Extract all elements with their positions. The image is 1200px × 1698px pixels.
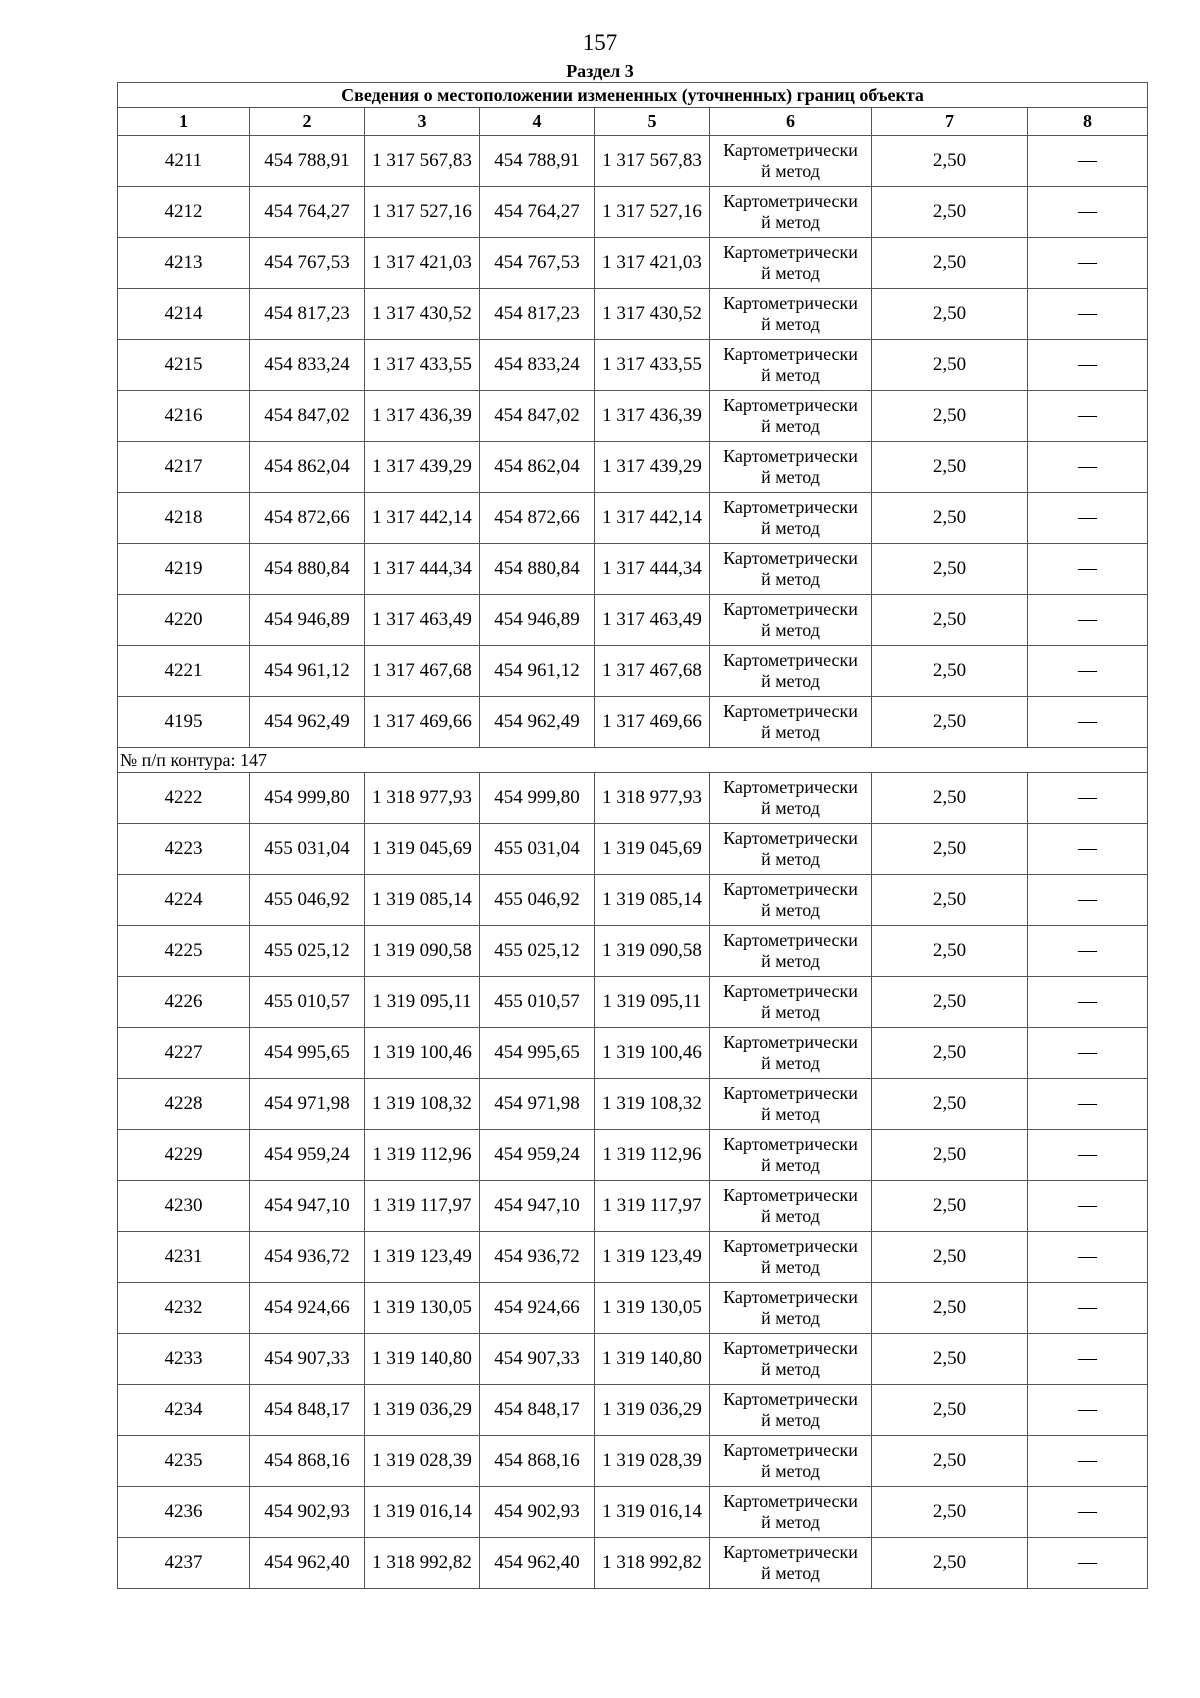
y-new-cell: 1 317 442,14 xyxy=(595,493,710,544)
accuracy-cell: 2,50 xyxy=(872,1436,1028,1487)
y-old-cell: 1 319 016,14 xyxy=(365,1487,480,1538)
column-number-8: 8 xyxy=(1028,108,1148,136)
method-cell: Картометрически й метод xyxy=(710,1079,872,1130)
y-old-cell: 1 317 421,03 xyxy=(365,238,480,289)
x-new-cell: 454 817,23 xyxy=(480,289,595,340)
table-row xyxy=(118,391,1148,442)
column-number-3: 3 xyxy=(365,108,480,136)
y-new-cell: 1 319 090,58 xyxy=(595,926,710,977)
method-cell: Картометрически й метод xyxy=(710,1232,872,1283)
y-new-cell: 1 317 463,49 xyxy=(595,595,710,646)
accuracy-cell: 2,50 xyxy=(872,1487,1028,1538)
x-new-cell: 455 031,04 xyxy=(480,824,595,875)
x-new-cell: 454 788,91 xyxy=(480,136,595,187)
description-cell: — xyxy=(1028,773,1148,824)
y-old-cell: 1 317 527,16 xyxy=(365,187,480,238)
accuracy-cell: 2,50 xyxy=(872,1079,1028,1130)
table-row xyxy=(118,1487,1148,1538)
table-row xyxy=(118,1181,1148,1232)
table-caption: Сведения о местоположении измененных (уточненных) границ объекта xyxy=(118,83,1148,108)
accuracy-cell: 2,50 xyxy=(872,493,1028,544)
x-old-cell: 454 833,24 xyxy=(250,340,365,391)
y-old-cell: 1 319 085,14 xyxy=(365,875,480,926)
table-row xyxy=(118,1079,1148,1130)
x-old-cell: 454 907,33 xyxy=(250,1334,365,1385)
x-old-cell: 454 788,91 xyxy=(250,136,365,187)
point-number-cell: 4231 xyxy=(118,1232,250,1283)
method-cell: Картометрически й метод xyxy=(710,1334,872,1385)
y-old-cell: 1 319 117,97 xyxy=(365,1181,480,1232)
point-number-cell: 4222 xyxy=(118,773,250,824)
x-new-cell: 454 946,89 xyxy=(480,595,595,646)
description-cell: — xyxy=(1028,1028,1148,1079)
y-old-cell: 1 319 036,29 xyxy=(365,1385,480,1436)
y-new-cell: 1 317 567,83 xyxy=(595,136,710,187)
description-cell: — xyxy=(1028,238,1148,289)
table-row xyxy=(118,1130,1148,1181)
y-old-cell: 1 319 112,96 xyxy=(365,1130,480,1181)
column-number-5: 5 xyxy=(595,108,710,136)
x-old-cell: 454 971,98 xyxy=(250,1079,365,1130)
method-cell: Картометрически й метод xyxy=(710,977,872,1028)
x-old-cell: 454 848,17 xyxy=(250,1385,365,1436)
table-body xyxy=(118,136,1148,1589)
table-row xyxy=(118,1385,1148,1436)
point-number-cell: 4217 xyxy=(118,442,250,493)
point-number-cell: 4236 xyxy=(118,1487,250,1538)
x-old-cell: 454 924,66 xyxy=(250,1283,365,1334)
description-cell: — xyxy=(1028,1538,1148,1589)
accuracy-cell: 2,50 xyxy=(872,824,1028,875)
accuracy-cell: 2,50 xyxy=(872,289,1028,340)
method-cell: Картометрически й метод xyxy=(710,442,872,493)
x-old-cell: 455 031,04 xyxy=(250,824,365,875)
table-row xyxy=(118,1334,1148,1385)
x-old-cell: 454 962,40 xyxy=(250,1538,365,1589)
table-row xyxy=(118,773,1148,824)
point-number-cell: 4218 xyxy=(118,493,250,544)
x-old-cell: 454 764,27 xyxy=(250,187,365,238)
table-row xyxy=(118,1232,1148,1283)
table-row xyxy=(118,646,1148,697)
x-old-cell: 454 936,72 xyxy=(250,1232,365,1283)
accuracy-cell: 2,50 xyxy=(872,238,1028,289)
description-cell: — xyxy=(1028,1283,1148,1334)
point-number-cell: 4230 xyxy=(118,1181,250,1232)
method-cell: Картометрически й метод xyxy=(710,1181,872,1232)
y-new-cell: 1 317 436,39 xyxy=(595,391,710,442)
point-number-cell: 4221 xyxy=(118,646,250,697)
table-row xyxy=(118,875,1148,926)
x-old-cell: 454 995,65 xyxy=(250,1028,365,1079)
y-new-cell: 1 319 028,39 xyxy=(595,1436,710,1487)
x-new-cell: 454 999,80 xyxy=(480,773,595,824)
y-new-cell: 1 319 100,46 xyxy=(595,1028,710,1079)
description-cell: — xyxy=(1028,187,1148,238)
page-number: 157 xyxy=(582,30,618,55)
y-old-cell: 1 318 992,82 xyxy=(365,1538,480,1589)
y-new-cell: 1 318 977,93 xyxy=(595,773,710,824)
accuracy-cell: 2,50 xyxy=(872,646,1028,697)
method-cell: Картометрически й метод xyxy=(710,1487,872,1538)
x-new-cell: 454 971,98 xyxy=(480,1079,595,1130)
description-cell: — xyxy=(1028,1487,1148,1538)
contour-row xyxy=(118,748,1148,773)
table-row xyxy=(118,442,1148,493)
method-cell: Картометрически й метод xyxy=(710,875,872,926)
method-cell: Картометрически й метод xyxy=(710,187,872,238)
point-number-cell: 4223 xyxy=(118,824,250,875)
accuracy-cell: 2,50 xyxy=(872,442,1028,493)
method-cell: Картометрически й метод xyxy=(710,340,872,391)
boundary-table xyxy=(117,82,1148,1589)
accuracy-cell: 2,50 xyxy=(872,1232,1028,1283)
point-number-cell: 4226 xyxy=(118,977,250,1028)
y-new-cell: 1 319 108,32 xyxy=(595,1079,710,1130)
x-new-cell: 454 880,84 xyxy=(480,544,595,595)
accuracy-cell: 2,50 xyxy=(872,1283,1028,1334)
y-old-cell: 1 319 045,69 xyxy=(365,824,480,875)
method-cell: Картометрически й метод xyxy=(710,1436,872,1487)
x-new-cell: 454 872,66 xyxy=(480,493,595,544)
description-cell: — xyxy=(1028,1385,1148,1436)
accuracy-cell: 2,50 xyxy=(872,595,1028,646)
x-new-cell: 454 862,04 xyxy=(480,442,595,493)
method-cell: Картометрически й метод xyxy=(710,1283,872,1334)
table-row xyxy=(118,824,1148,875)
description-cell: — xyxy=(1028,1232,1148,1283)
x-new-cell: 454 848,17 xyxy=(480,1385,595,1436)
accuracy-cell: 2,50 xyxy=(872,875,1028,926)
point-number-cell: 4195 xyxy=(118,697,250,748)
point-number-cell: 4225 xyxy=(118,926,250,977)
accuracy-cell: 2,50 xyxy=(872,1028,1028,1079)
y-old-cell: 1 319 123,49 xyxy=(365,1232,480,1283)
method-cell: Картометрически й метод xyxy=(710,544,872,595)
y-new-cell: 1 317 527,16 xyxy=(595,187,710,238)
x-new-cell: 454 767,53 xyxy=(480,238,595,289)
table-row xyxy=(118,1538,1148,1589)
method-cell: Картометрически й метод xyxy=(710,289,872,340)
description-cell: — xyxy=(1028,926,1148,977)
x-old-cell: 454 959,24 xyxy=(250,1130,365,1181)
method-cell: Картометрически й метод xyxy=(710,646,872,697)
y-old-cell: 1 317 430,52 xyxy=(365,289,480,340)
description-cell: — xyxy=(1028,697,1148,748)
method-cell: Картометрически й метод xyxy=(710,595,872,646)
column-number-2: 2 xyxy=(250,108,365,136)
x-old-cell: 455 010,57 xyxy=(250,977,365,1028)
y-new-cell: 1 319 123,49 xyxy=(595,1232,710,1283)
y-new-cell: 1 319 016,14 xyxy=(595,1487,710,1538)
y-old-cell: 1 317 444,34 xyxy=(365,544,480,595)
point-number-cell: 4234 xyxy=(118,1385,250,1436)
x-old-cell: 454 862,04 xyxy=(250,442,365,493)
accuracy-cell: 2,50 xyxy=(872,1334,1028,1385)
y-old-cell: 1 317 467,68 xyxy=(365,646,480,697)
method-cell: Картометрически й метод xyxy=(710,926,872,977)
accuracy-cell: 2,50 xyxy=(872,544,1028,595)
table-row xyxy=(118,595,1148,646)
table-row xyxy=(118,1028,1148,1079)
point-number-cell: 4235 xyxy=(118,1436,250,1487)
x-old-cell: 454 767,53 xyxy=(250,238,365,289)
method-cell: Картометрически й метод xyxy=(710,773,872,824)
point-number-cell: 4228 xyxy=(118,1079,250,1130)
method-cell: Картометрически й метод xyxy=(710,697,872,748)
table-row xyxy=(118,289,1148,340)
y-new-cell: 1 319 036,29 xyxy=(595,1385,710,1436)
description-cell: — xyxy=(1028,824,1148,875)
description-cell: — xyxy=(1028,493,1148,544)
y-old-cell: 1 317 442,14 xyxy=(365,493,480,544)
y-new-cell: 1 317 439,29 xyxy=(595,442,710,493)
y-old-cell: 1 317 463,49 xyxy=(365,595,480,646)
table-row xyxy=(118,544,1148,595)
y-new-cell: 1 319 095,11 xyxy=(595,977,710,1028)
method-cell: Картометрически й метод xyxy=(710,238,872,289)
y-new-cell: 1 319 085,14 xyxy=(595,875,710,926)
accuracy-cell: 2,50 xyxy=(872,1538,1028,1589)
point-number-cell: 4232 xyxy=(118,1283,250,1334)
accuracy-cell: 2,50 xyxy=(872,391,1028,442)
method-cell: Картометрически й метод xyxy=(710,493,872,544)
y-new-cell: 1 319 140,80 xyxy=(595,1334,710,1385)
y-old-cell: 1 317 433,55 xyxy=(365,340,480,391)
x-new-cell: 454 962,40 xyxy=(480,1538,595,1589)
accuracy-cell: 2,50 xyxy=(872,926,1028,977)
section-title: Раздел 3 xyxy=(566,61,634,81)
column-number-7: 7 xyxy=(872,108,1028,136)
table-row xyxy=(118,340,1148,391)
point-number-cell: 4224 xyxy=(118,875,250,926)
x-old-cell: 454 817,23 xyxy=(250,289,365,340)
x-new-cell: 454 936,72 xyxy=(480,1232,595,1283)
point-number-cell: 4233 xyxy=(118,1334,250,1385)
x-new-cell: 454 764,27 xyxy=(480,187,595,238)
description-cell: — xyxy=(1028,875,1148,926)
description-cell: — xyxy=(1028,340,1148,391)
y-old-cell: 1 319 130,05 xyxy=(365,1283,480,1334)
x-new-cell: 454 924,66 xyxy=(480,1283,595,1334)
y-new-cell: 1 317 433,55 xyxy=(595,340,710,391)
method-cell: Картометрически й метод xyxy=(710,1538,872,1589)
point-number-cell: 4237 xyxy=(118,1538,250,1589)
x-new-cell: 454 995,65 xyxy=(480,1028,595,1079)
method-cell: Картометрически й метод xyxy=(710,136,872,187)
column-number-4: 4 xyxy=(480,108,595,136)
accuracy-cell: 2,50 xyxy=(872,187,1028,238)
column-number-1: 1 xyxy=(118,108,250,136)
description-cell: — xyxy=(1028,391,1148,442)
x-old-cell: 454 872,66 xyxy=(250,493,365,544)
point-number-cell: 4215 xyxy=(118,340,250,391)
y-new-cell: 1 317 467,68 xyxy=(595,646,710,697)
y-new-cell: 1 319 117,97 xyxy=(595,1181,710,1232)
x-new-cell: 454 902,93 xyxy=(480,1487,595,1538)
table-row xyxy=(118,136,1148,187)
table-row xyxy=(118,1436,1148,1487)
point-number-cell: 4227 xyxy=(118,1028,250,1079)
x-new-cell: 455 010,57 xyxy=(480,977,595,1028)
point-number-cell: 4229 xyxy=(118,1130,250,1181)
y-old-cell: 1 319 100,46 xyxy=(365,1028,480,1079)
x-new-cell: 455 046,92 xyxy=(480,875,595,926)
table-row xyxy=(118,697,1148,748)
y-new-cell: 1 317 469,66 xyxy=(595,697,710,748)
y-new-cell: 1 317 421,03 xyxy=(595,238,710,289)
description-cell: — xyxy=(1028,1334,1148,1385)
description-cell: — xyxy=(1028,646,1148,697)
description-cell: — xyxy=(1028,595,1148,646)
x-old-cell: 454 847,02 xyxy=(250,391,365,442)
point-number-cell: 4219 xyxy=(118,544,250,595)
x-old-cell: 454 880,84 xyxy=(250,544,365,595)
x-new-cell: 454 907,33 xyxy=(480,1334,595,1385)
column-number-6: 6 xyxy=(710,108,872,136)
x-old-cell: 454 961,12 xyxy=(250,646,365,697)
y-new-cell: 1 317 444,34 xyxy=(595,544,710,595)
x-old-cell: 454 946,89 xyxy=(250,595,365,646)
x-new-cell: 454 868,16 xyxy=(480,1436,595,1487)
table-row xyxy=(118,187,1148,238)
y-new-cell: 1 319 045,69 xyxy=(595,824,710,875)
method-cell: Картометрически й метод xyxy=(710,824,872,875)
method-cell: Картометрически й метод xyxy=(710,391,872,442)
y-old-cell: 1 317 567,83 xyxy=(365,136,480,187)
description-cell: — xyxy=(1028,442,1148,493)
x-new-cell: 454 961,12 xyxy=(480,646,595,697)
x-new-cell: 454 959,24 xyxy=(480,1130,595,1181)
point-number-cell: 4220 xyxy=(118,595,250,646)
x-new-cell: 454 847,02 xyxy=(480,391,595,442)
description-cell: — xyxy=(1028,544,1148,595)
accuracy-cell: 2,50 xyxy=(872,340,1028,391)
accuracy-cell: 2,50 xyxy=(872,773,1028,824)
y-old-cell: 1 319 140,80 xyxy=(365,1334,480,1385)
x-new-cell: 454 947,10 xyxy=(480,1181,595,1232)
x-new-cell: 454 962,49 xyxy=(480,697,595,748)
y-old-cell: 1 318 977,93 xyxy=(365,773,480,824)
x-new-cell: 455 025,12 xyxy=(480,926,595,977)
description-cell: — xyxy=(1028,977,1148,1028)
point-number-cell: 4216 xyxy=(118,391,250,442)
x-old-cell: 454 999,80 xyxy=(250,773,365,824)
method-cell: Картометрически й метод xyxy=(710,1028,872,1079)
y-old-cell: 1 317 469,66 xyxy=(365,697,480,748)
y-old-cell: 1 319 108,32 xyxy=(365,1079,480,1130)
y-new-cell: 1 317 430,52 xyxy=(595,289,710,340)
description-cell: — xyxy=(1028,1130,1148,1181)
x-old-cell: 454 868,16 xyxy=(250,1436,365,1487)
y-old-cell: 1 317 436,39 xyxy=(365,391,480,442)
x-old-cell: 454 947,10 xyxy=(250,1181,365,1232)
point-number-cell: 4213 xyxy=(118,238,250,289)
y-old-cell: 1 319 095,11 xyxy=(365,977,480,1028)
accuracy-cell: 2,50 xyxy=(872,1181,1028,1232)
table-row xyxy=(118,926,1148,977)
method-cell: Картометрически й метод xyxy=(710,1130,872,1181)
x-old-cell: 454 962,49 xyxy=(250,697,365,748)
description-cell: — xyxy=(1028,1181,1148,1232)
accuracy-cell: 2,50 xyxy=(872,1385,1028,1436)
y-old-cell: 1 319 028,39 xyxy=(365,1436,480,1487)
y-old-cell: 1 317 439,29 xyxy=(365,442,480,493)
description-cell: — xyxy=(1028,1079,1148,1130)
x-old-cell: 455 025,12 xyxy=(250,926,365,977)
table-row xyxy=(118,238,1148,289)
point-number-cell: 4212 xyxy=(118,187,250,238)
accuracy-cell: 2,50 xyxy=(872,1130,1028,1181)
method-cell: Картометрически й метод xyxy=(710,1385,872,1436)
x-old-cell: 455 046,92 xyxy=(250,875,365,926)
point-number-cell: 4214 xyxy=(118,289,250,340)
column-number-row xyxy=(118,108,1148,136)
y-new-cell: 1 318 992,82 xyxy=(595,1538,710,1589)
y-new-cell: 1 319 130,05 xyxy=(595,1283,710,1334)
y-old-cell: 1 319 090,58 xyxy=(365,926,480,977)
x-new-cell: 454 833,24 xyxy=(480,340,595,391)
x-old-cell: 454 902,93 xyxy=(250,1487,365,1538)
table-row xyxy=(118,1283,1148,1334)
point-number-cell: 4211 xyxy=(118,136,250,187)
description-cell: — xyxy=(1028,289,1148,340)
contour-label: № п/п контура: 147 xyxy=(118,748,1148,773)
y-new-cell: 1 319 112,96 xyxy=(595,1130,710,1181)
description-cell: — xyxy=(1028,136,1148,187)
table-row xyxy=(118,493,1148,544)
table-row xyxy=(118,977,1148,1028)
description-cell: — xyxy=(1028,1436,1148,1487)
accuracy-cell: 2,50 xyxy=(872,977,1028,1028)
accuracy-cell: 2,50 xyxy=(872,136,1028,187)
accuracy-cell: 2,50 xyxy=(872,697,1028,748)
